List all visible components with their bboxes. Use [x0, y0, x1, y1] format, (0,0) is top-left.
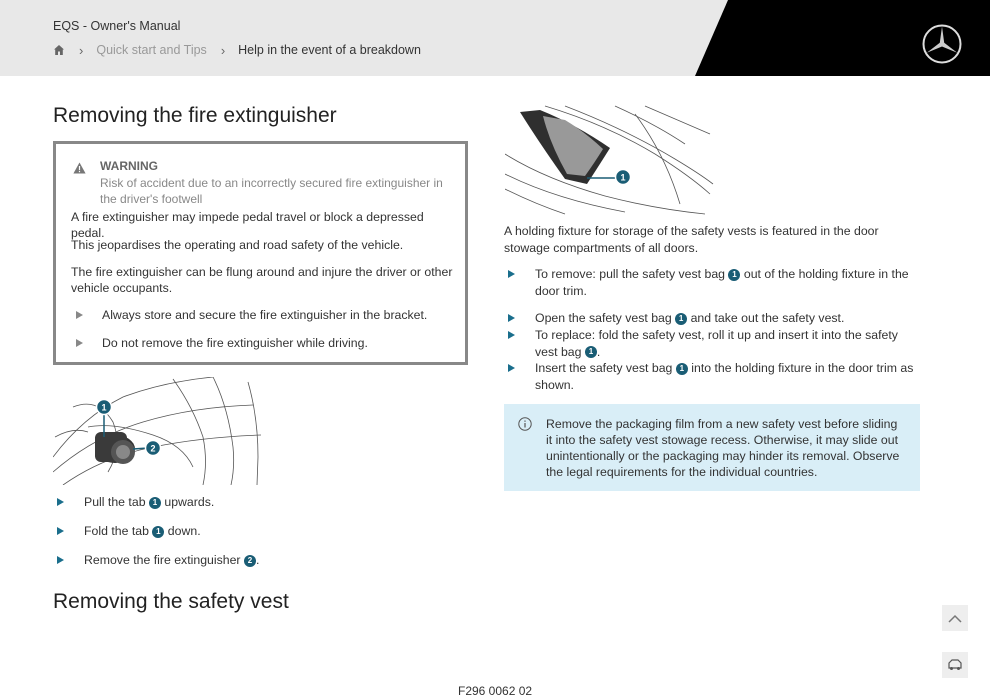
step-text: To remove: pull the safety vest bag	[535, 267, 726, 281]
warning-paragraph: The fire extinguisher can be flung around and injure the driver or other vehicle occupants.	[71, 265, 453, 295]
vehicle-view-button[interactable]	[942, 652, 968, 678]
bullet-arrow-icon	[508, 314, 515, 322]
fire-step-2	[84, 523, 201, 540]
breadcrumb-parent-link[interactable]: Quick start and Tips	[96, 43, 207, 57]
svg-text:1: 1	[101, 402, 107, 413]
step-text: Remove the fire extinguisher	[84, 553, 241, 567]
step-text: upwards.	[164, 495, 215, 509]
bullet-arrow-icon	[508, 331, 515, 339]
fire-step-1	[84, 494, 214, 511]
warning-box	[53, 141, 468, 365]
bullet-arrow-icon	[57, 527, 64, 535]
breadcrumb-current: Help in the event of a breakdown	[238, 43, 421, 57]
step-text: out of the holding fixture in the door trim.	[535, 267, 909, 298]
warning-paragraph: This jeopardises the operating and road safety of the vehicle.	[71, 238, 404, 252]
bullet-arrow-icon	[508, 270, 515, 278]
warning-title: WARNING	[100, 159, 158, 173]
step-text: To replace: fold the safety vest, roll it up and insert it into the safety vest bag	[535, 328, 898, 359]
bullet-arrow-icon	[508, 364, 515, 372]
callout-number-badge: 2	[244, 555, 256, 567]
warning-bullet: Do not remove the fire extinguisher while driving.	[102, 336, 368, 350]
vest-intro: A holding fixture for storage of the safety vests is featured in the door stowage compartments of all doors.	[504, 224, 879, 255]
step-text: Pull the tab	[84, 495, 146, 509]
vest-step-remove	[535, 266, 915, 299]
step-text: Fold the tab	[84, 524, 149, 538]
callout-number-badge: 1	[675, 313, 687, 325]
info-icon	[518, 417, 532, 431]
chevron-right-icon: ›	[79, 42, 84, 58]
callout-number-badge: 1	[585, 346, 597, 358]
fire-section-heading: Removing the fire extinguisher	[53, 104, 337, 127]
step-text: .	[596, 344, 601, 359]
step-text: down.	[167, 524, 201, 538]
callout-number-badge: 1	[152, 526, 164, 538]
breadcrumb	[53, 42, 421, 58]
bullet-arrow-icon	[57, 498, 64, 506]
mercedes-star-logo[interactable]	[921, 23, 963, 65]
step-text: Open the safety vest bag	[535, 311, 672, 325]
callout-number-badge: 1	[676, 363, 688, 375]
vest-step-replace	[535, 327, 920, 360]
warning-bullet: Always store and secure the fire extinguisher in the bracket.	[102, 308, 428, 322]
bullet-arrow-icon	[57, 556, 64, 564]
scroll-to-top-button[interactable]	[942, 605, 968, 631]
callout-number-badge: 1	[149, 497, 161, 509]
info-note-box	[504, 404, 920, 491]
bullet-arrow-icon	[76, 311, 83, 319]
step-text: Insert the safety vest bag	[535, 361, 673, 375]
chevron-up-icon	[948, 614, 962, 623]
vest-step-insert	[535, 360, 915, 393]
bullet-arrow-icon	[76, 339, 83, 347]
figure-code: F296 0062 02	[458, 684, 533, 698]
svg-text:2: 2	[150, 443, 156, 454]
callout-number-badge: 1	[728, 269, 740, 281]
warning-triangle-icon	[73, 162, 86, 174]
warning-paragraph: A fire extinguisher may impede pedal travel or block a depressed pedal.	[71, 210, 424, 240]
step-text: into the holding fixture in the door trim as shown.	[535, 361, 914, 392]
safety-vest-illustration	[505, 104, 715, 216]
svg-text:1: 1	[620, 172, 626, 183]
fire-extinguisher-illustration	[53, 377, 261, 485]
step-text: .	[255, 553, 260, 567]
app-title: EQS - Owner's Manual	[53, 19, 181, 33]
home-icon[interactable]	[53, 44, 65, 56]
vest-section-heading: Removing the safety vest	[53, 590, 289, 613]
fire-step-3	[84, 552, 259, 569]
vest-step-open	[535, 310, 915, 327]
warning-subtitle: Risk of accident due to an incorrectly secured fire extinguisher in the driver's footwell	[100, 176, 443, 206]
chevron-right-icon: ›	[220, 42, 226, 58]
step-text: and take out the safety vest.	[690, 311, 845, 325]
info-note-text: Remove the packaging film from a new safety vest before sliding it into the safety vest stowage recess. Otherwise, it may slide out unintentionally or the packaging may hinder its removal. Observe the legal requirements for the individual countries.	[546, 417, 900, 479]
vehicle-icon	[947, 659, 963, 671]
